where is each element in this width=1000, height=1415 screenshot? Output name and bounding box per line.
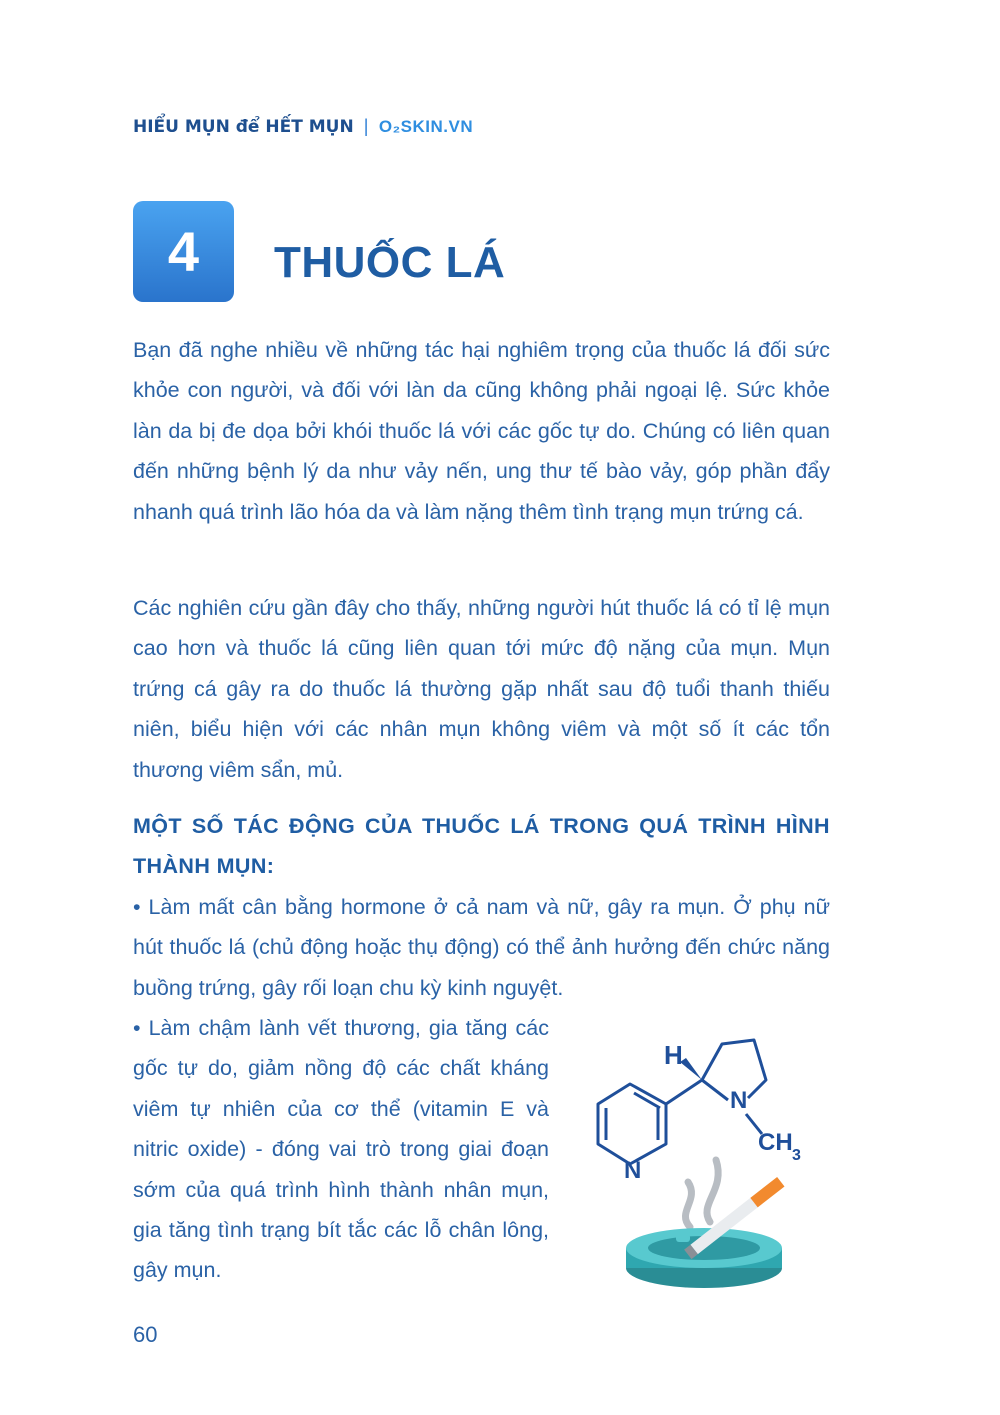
book-brand: HIỂU MỤN để HẾT MỤN [133, 116, 354, 137]
running-header [133, 116, 473, 137]
pyridine-nitrogen-label: N [624, 1157, 642, 1184]
wedge-bond-icon [680, 1058, 702, 1080]
hydrogen-label: H [664, 1040, 683, 1070]
methyl-label: CH [758, 1129, 793, 1156]
nicotine-ashtray-illustration [576, 1022, 832, 1292]
smoke-icon [685, 1160, 718, 1227]
paragraph-intro: Bạn đã nghe nhiều về những tác hại nghiêm trọng của thuốc lá đối sức khỏe con người, và đối với làn da cũng không phải ngoại lệ. Sức khỏe làn da bị đe dọa bởi khói thuốc lá với các gốc tự do. Chúng có liên quan đến những bệnh lý da như vảy nến, ung thư tế bào vảy, góp phần đẩy nhanh quá trình lão hóa da và làm nặng thêm tình trạng mụn trứng cá. [133, 338, 830, 524]
section-title: THUỐC LÁ [274, 238, 506, 287]
bullet-healing: • Làm chậm lành vết thương, gia tăng các gốc tự do, giảm nồng độ các chất kháng viêm tự nhiên của cơ thể (vitamin E và nitric oxide) - đóng vai trò trong giai đoạn sớm của quá trình hình thành nhân mụn, gia tăng tình trạng bít tắc các lỗ chân lông, gây mụn. [133, 1016, 549, 1283]
page-number: 60 [133, 1322, 158, 1347]
bullet-hormone: • Làm mất cân bằng hormone ở cả nam và nữ, gây ra mụn. Ở phụ nữ hút thuốc lá (chủ động hoặc thụ động) có thể ảnh hưởng đến chức năng buồng trứng, gây rối loạn chu kỳ kinh nguyệt. [133, 895, 830, 1000]
header-separator: | [363, 116, 369, 136]
paragraph-research: Các nghiên cứu gần đây cho thấy, những người hút thuốc lá có tỉ lệ mụn cao hơn và thuốc lá cũng liên quan tới mức độ nặng của mụn. Mụn trứng cá gây ra do thuốc lá thường gặp nhất sau độ tuổi thanh thiếu niên, biểu hiện với các nhân mụn không viêm và một số ít các tổn thương viêm sẩn, mủ. [133, 596, 830, 782]
site-name: O₂SKIN.VN [378, 116, 474, 136]
effects-subheading: MỘT SỐ TÁC ĐỘNG CỦA THUỐC LÁ TRONG QUÁ TRÌNH HÌNH THÀNH MỤN: [133, 814, 830, 878]
pyrrolidine-nitrogen-label: N [730, 1087, 748, 1114]
methyl-subscript: 3 [792, 1147, 801, 1164]
section-number-badge: 4 [133, 201, 234, 302]
